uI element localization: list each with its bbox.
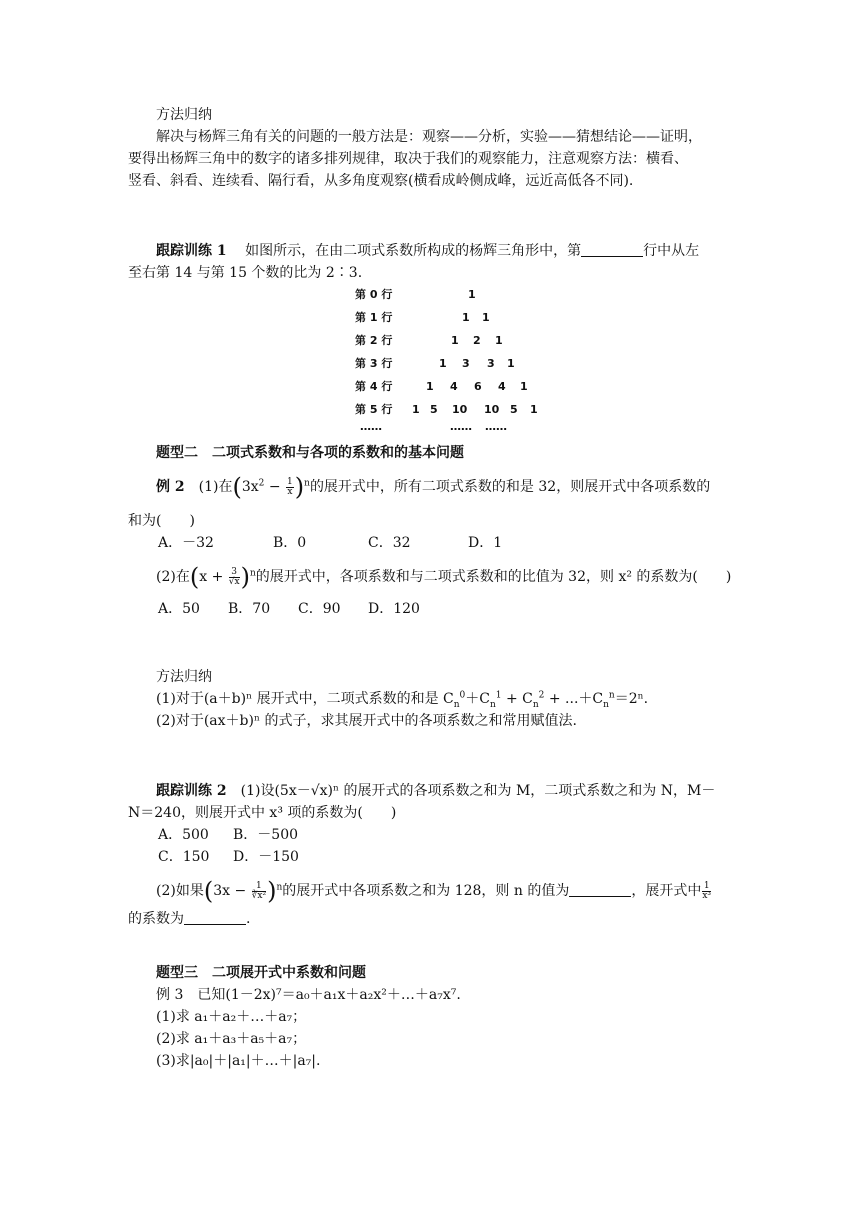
training-1-text: 如图所示，在由二项式系数所构成的杨辉三角形中，第 — [245, 243, 582, 259]
triangle-number: 1 — [530, 403, 538, 416]
triangle-row — [340, 307, 550, 330]
text: 的展开式中各项系数之和为 128，则 n 的值为 — [282, 883, 570, 899]
ellipsis: …… — [485, 420, 507, 433]
option: D．－150 — [233, 849, 299, 865]
example-3: 例 3 已知(1－2x)⁷＝a₀＋a₁x＋a₂x²＋…＋a₇x⁷. — [156, 987, 461, 1003]
triangle-number: 4 — [498, 380, 506, 393]
fraction: $\frac{1}{x}$ — [287, 476, 293, 497]
text: (1)对于(a＋b)ⁿ 展开式中，二项式系数的和是 — [156, 691, 444, 707]
triangle-number: 1 — [468, 288, 476, 301]
ellipsis: …… — [360, 420, 382, 433]
formula-paren: ) — [294, 473, 305, 501]
answer-blank — [581, 242, 643, 257]
question-type-3 — [128, 962, 738, 1072]
row-label: 第 3 行 — [355, 357, 393, 370]
method-line: (1)对于(a＋b)ⁿ 展开式中，二项式系数的和是 $C_n^0+C_n^1 + C_n^2 + ...+C_n^n=2^n$. — [156, 690, 649, 710]
triangle-row — [340, 284, 550, 307]
option: A．500 — [158, 827, 209, 843]
text: 的展开式中，各项系数和与二项式系数和的比值为 32，则 x² 的系数为( ) — [255, 569, 732, 585]
option: C．32 — [368, 535, 411, 551]
training-1-title: 跟踪训练 1 — [156, 243, 227, 259]
text: N＝240，则展开式中 x³ 项的系数为( ) — [128, 805, 397, 821]
question-line: (3)求|a₀|＋|a₁|＋…＋|a₇|. — [156, 1053, 321, 1069]
formula-paren: ) — [240, 563, 250, 591]
triangle-number: 1 — [482, 311, 490, 324]
fraction: $\frac{1}{\text{∛x²}}$ — [251, 880, 267, 901]
option: D．120 — [368, 601, 420, 617]
text: (2)在 — [156, 569, 190, 585]
text: ，展开式中 — [631, 883, 702, 899]
options-row — [128, 824, 738, 846]
method-body-line: 竖看、斜看、连续看、隔行看，从多角度观察(横看成岭侧成峰，远近高低各不同). — [128, 173, 634, 189]
formula-paren: ( — [189, 563, 200, 591]
triangle-row — [340, 353, 550, 376]
options-row — [128, 846, 738, 868]
answer-blank — [184, 910, 246, 925]
example-2-part-1b — [128, 510, 738, 554]
text: (2)如果 — [156, 883, 204, 899]
question-line: (2)求 a₁＋a₃＋a₅＋a₇； — [156, 1031, 307, 1047]
ellipsis: …… — [450, 420, 472, 433]
row-label: 第 4 行 — [355, 380, 393, 393]
triangle-number: 1 — [439, 357, 447, 370]
method-heading: 方法归纳 — [156, 669, 212, 685]
training-2-line: (2)如果(3x − $\frac{1}{\text{∛x²}}$ )$^n$的展开式中各项系数之和为 128，则 n 的值为 ，展开式中 $\frac{1}{\text{x³}}$ — [156, 877, 712, 905]
triangle-row — [340, 376, 550, 399]
triangle-number: 1 — [495, 334, 503, 347]
training-2-title: 跟踪训练 2 — [156, 783, 227, 799]
example-2-part-2 — [128, 563, 738, 620]
text: (1)设(5x－√x)ⁿ 的展开式的各项系数之和为 M，二项式系数之和为 N，M－ — [240, 783, 716, 799]
question-line: (1)求 a₁＋a₂＋…＋a₇； — [156, 1009, 307, 1025]
fraction: $\frac{1}{\text{x³}}$ — [702, 880, 712, 901]
answer-blank — [569, 882, 631, 897]
triangle-number: 10 — [452, 403, 468, 416]
text: 的系数为 — [128, 911, 184, 927]
option: B．0 — [273, 535, 307, 551]
method-body-line: 要得出杨辉三角中的数字的诸多排列规律，取决于我们的观察能力，注意观察方法：横看、 — [128, 151, 688, 167]
training-1-text: 行中从左 — [643, 243, 700, 259]
example-2-line: 例 2 (1)在($3x^2$ − $\frac{1}{x}$ )$^n$的展开式中，所有二项式系数的和是 32，则展开式中各项系数的 — [156, 473, 711, 501]
method-line: (2)对于(ax＋b)ⁿ 的式子，求其展开式中的各项系数之和常用赋值法. — [156, 713, 577, 729]
formula-paren: ) — [267, 877, 277, 905]
triangle-number: 6 — [474, 380, 482, 393]
method-summary-1 — [128, 104, 738, 192]
options-row — [128, 598, 738, 620]
row-label: 第 5 行 — [355, 403, 393, 416]
text: ＝2ⁿ. — [614, 691, 649, 707]
option: A．－32 — [158, 535, 214, 551]
triangle-row-ellipsis — [340, 422, 550, 440]
example-2-line: (2)在(x + $\frac{3}{√x}$ )$^n$的展开式中，各项系数和与二项式系数和的比值为 32，则 x² 的系数为( ) — [156, 563, 732, 591]
option: A．50 — [158, 601, 200, 617]
training-1-line — [128, 240, 738, 262]
example-2-part-1 — [128, 473, 738, 501]
section-title: 题型三 二项展开式中系数和问题 — [156, 965, 366, 981]
options-row — [128, 532, 738, 554]
formula-paren: ( — [232, 473, 242, 501]
triangle-number: 4 — [450, 380, 458, 393]
triangle-number: 2 — [473, 334, 481, 347]
text: . — [246, 911, 251, 927]
option: B．70 — [228, 601, 271, 617]
text: (1)在 — [198, 479, 233, 495]
text: 和为( ) — [128, 513, 195, 529]
triangle-number: 1 — [462, 311, 470, 324]
option: D．1 — [468, 535, 503, 551]
row-label: 第 2 行 — [355, 334, 393, 347]
row-label: 第 0 行 — [355, 288, 393, 301]
example-label: 例 2 — [156, 479, 185, 495]
method-summary-2 — [128, 666, 738, 732]
triangle-number: 5 — [510, 403, 518, 416]
triangle-row — [340, 330, 550, 353]
training-1-line2: 至右第 14 与第 15 个数的比为 2∶3. — [128, 265, 363, 281]
triangle-number: 1 — [412, 403, 420, 416]
option: C．150 — [158, 849, 210, 865]
row-label: 第 1 行 — [355, 311, 393, 324]
triangle-number: 5 — [430, 403, 438, 416]
triangle-number: 3 — [462, 357, 470, 370]
section-title: 题型二 二项式系数和与各项的系数和的基本问题 — [156, 445, 464, 461]
triangle-number: 1 — [520, 380, 528, 393]
training-2-part-2 — [128, 877, 738, 930]
method-body-line: 解决与杨辉三角有关的问题的一般方法是：观察——分析，实验——猜想结论——证明， — [156, 129, 702, 145]
triangle-number: 1 — [451, 334, 459, 347]
option: B．－500 — [233, 827, 299, 843]
training-1 — [128, 240, 738, 284]
training-2-line2 — [128, 908, 738, 930]
triangle-number: 10 — [484, 403, 500, 416]
text: 的展开式中，所有二项式系数的和是 32，则展开式中各项系数的 — [309, 479, 711, 495]
triangle-number: 1 — [426, 380, 434, 393]
pascal-triangle-figure — [340, 284, 550, 440]
question-type-2 — [128, 442, 738, 464]
method-heading: 方法归纳 — [156, 107, 212, 123]
training-2 — [128, 780, 738, 868]
option: C．90 — [298, 601, 341, 617]
triangle-number: 1 — [507, 357, 515, 370]
training-2-line — [128, 780, 738, 802]
triangle-number: 3 — [487, 357, 495, 370]
formula-paren: ( — [203, 877, 214, 905]
fraction: $\frac{3}{√x}$ — [228, 566, 240, 587]
